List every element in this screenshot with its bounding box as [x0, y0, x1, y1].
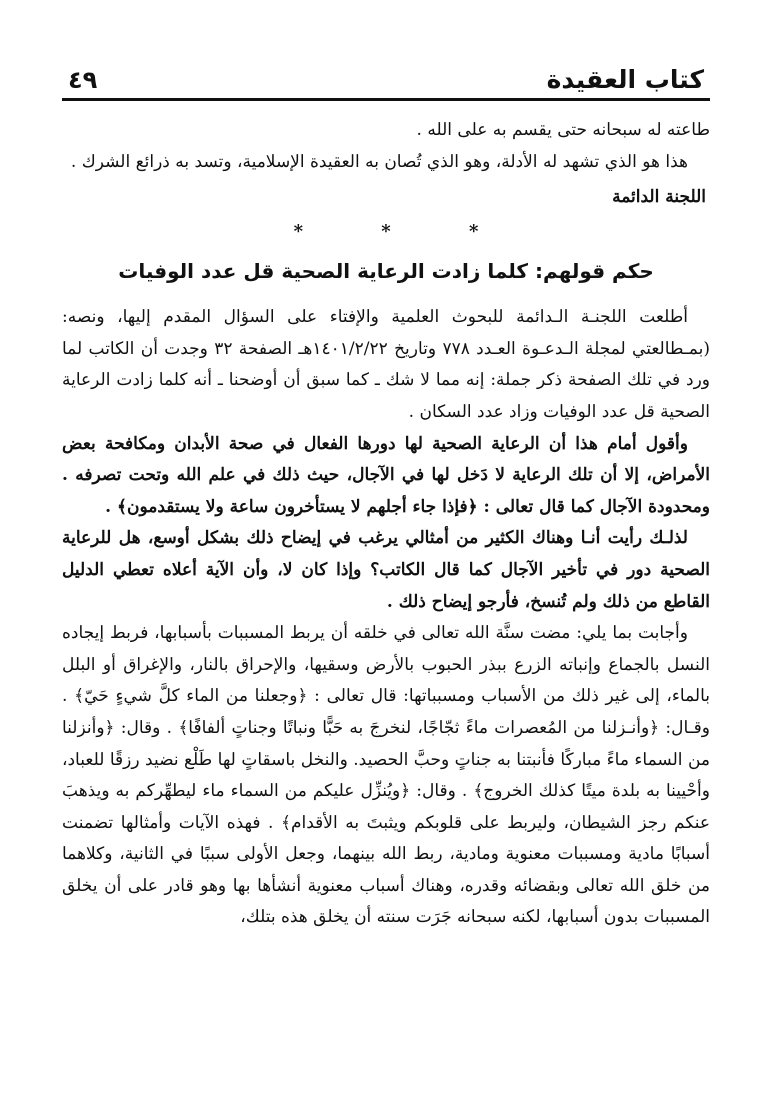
body-paragraph-2: وأقول أمام هذا أن الرعاية الصحية لها دورها الفعال في صحة الأبدان ومكافحة بعض الأمراض، إلا أن تلك الرعاية لا دَخل لها في الآجال، حيث ذلك في علم الله وتحت تصرفه . ومحدودة الآجال كما قال تعالى : ﴿فإذا جاء أجلهم لا يستأخرون ساعة ولا يستقدمون﴾ . [62, 433, 710, 517]
intro-paragraph-1: طاعته له سبحانه حتى يقسم به على الله . [416, 120, 710, 140]
body-paragraph-3: لذلـك رأيت أنـا وهناك الكثير من أمثالي يرغب في إيضاح ذلك بشكل أوسع، هل للرعاية الصحية دور في تأخير الآجال كما قال الكاتب؟ وإذا كان لا، وأن الآية أعلاه تعطي الدليل القاطع من ذلك ولم تُنسخ، فأرجو إيضاح ذلك . [62, 528, 710, 612]
body-paragraph-1: أطلعت اللجنـة الـدائمة للبحوث العلمية والإفتاء على السؤال المقدم إليها، ونصه: (بمـطالعتي لمجلة الـدعـوة العـدد ٧٧٨ وتاريخ ١٤٠١/٢/٢٢هـ الصفحة ٣٢ وجدت أن الكاتب لما ورد في تلك الصفحة ذكر جملة: إنه مما لا شك ـ كما سبق أن أوضحنا ـ أنه كلما زادت الرعاية الصحية قل عدد الوفيات وزاد عدد السكان . [62, 307, 711, 422]
section-title: حكم قولهم: كلما زادت الرعاية الصحية قل عدد الوفيات [118, 259, 654, 284]
page-header [62, 58, 710, 98]
book-title: كتاب العقيدة [546, 65, 704, 94]
body-paragraph-4: وأجابت بما يلي: مضت سنَّة الله تعالى في خلقه أن يربط المسببات بأسبابها، فربط إيجاده النسل بالجماع وإنباته الزرع ببذر الحبوب بالأرض وسقيها، والإحراق بالنار، والإغراق أو البلل بالماء، إلى غير ذلك من الأسباب ومسبباتها: قال تعالى : ﴿وجعلنا من الماء كلَّ شيءٍ حَيّ﴾ . وقـال: ﴿وأنـزلنا من المُعصرات ماءً ثجّاجًا، لنخرجَ به حَبًّا ونباتًا وجناتٍ ألفافًا﴾ . وقال: ﴿وأنزلنا من السماء ماءً مباركًا فأنبتنا به جناتٍ وحبَّ الحصيد. والنخل باسقاتٍ لها طَلْع نضيد رزقًا للعباد، وأحْيينا به بلدة ميتًا كذلك الخروج﴾ . وقال: ﴿ويُنزِّل عليكم من السماء ماء ليطهِّركم به ويذهبَ عنكم رجز الشيطان، وليربط على قلوبكم ويثبتَ به الأقدام﴾ . فهذه الآيات وأمثالها تضمنت أسبابًا مادية ومسببات معنوية ومادية، ربط الله بينهما، وجعل الأولى سببًا في الثانية، وكلاهما من خلق الله تعالى وبقضائه وقدره، وهناك أسباب معنوية أنشأها بها وهو قادر على أن يخلق المسببات بدون أسبابها، لكنه سبحانه جَرَت سنته أن يخلق هذه بتلك، [62, 623, 710, 928]
signature: اللجنة الدائمة [612, 187, 706, 208]
header-rule [62, 98, 710, 101]
intro-paragraph-2: هذا هو الذي تشهد له الأدلة، وهو الذي تُصان به العقيدة الإسلامية، وتسد به ذرائع الشرك . [70, 151, 688, 172]
page-number: ٤٩ [68, 66, 98, 94]
section-separator: * * * [293, 221, 515, 243]
